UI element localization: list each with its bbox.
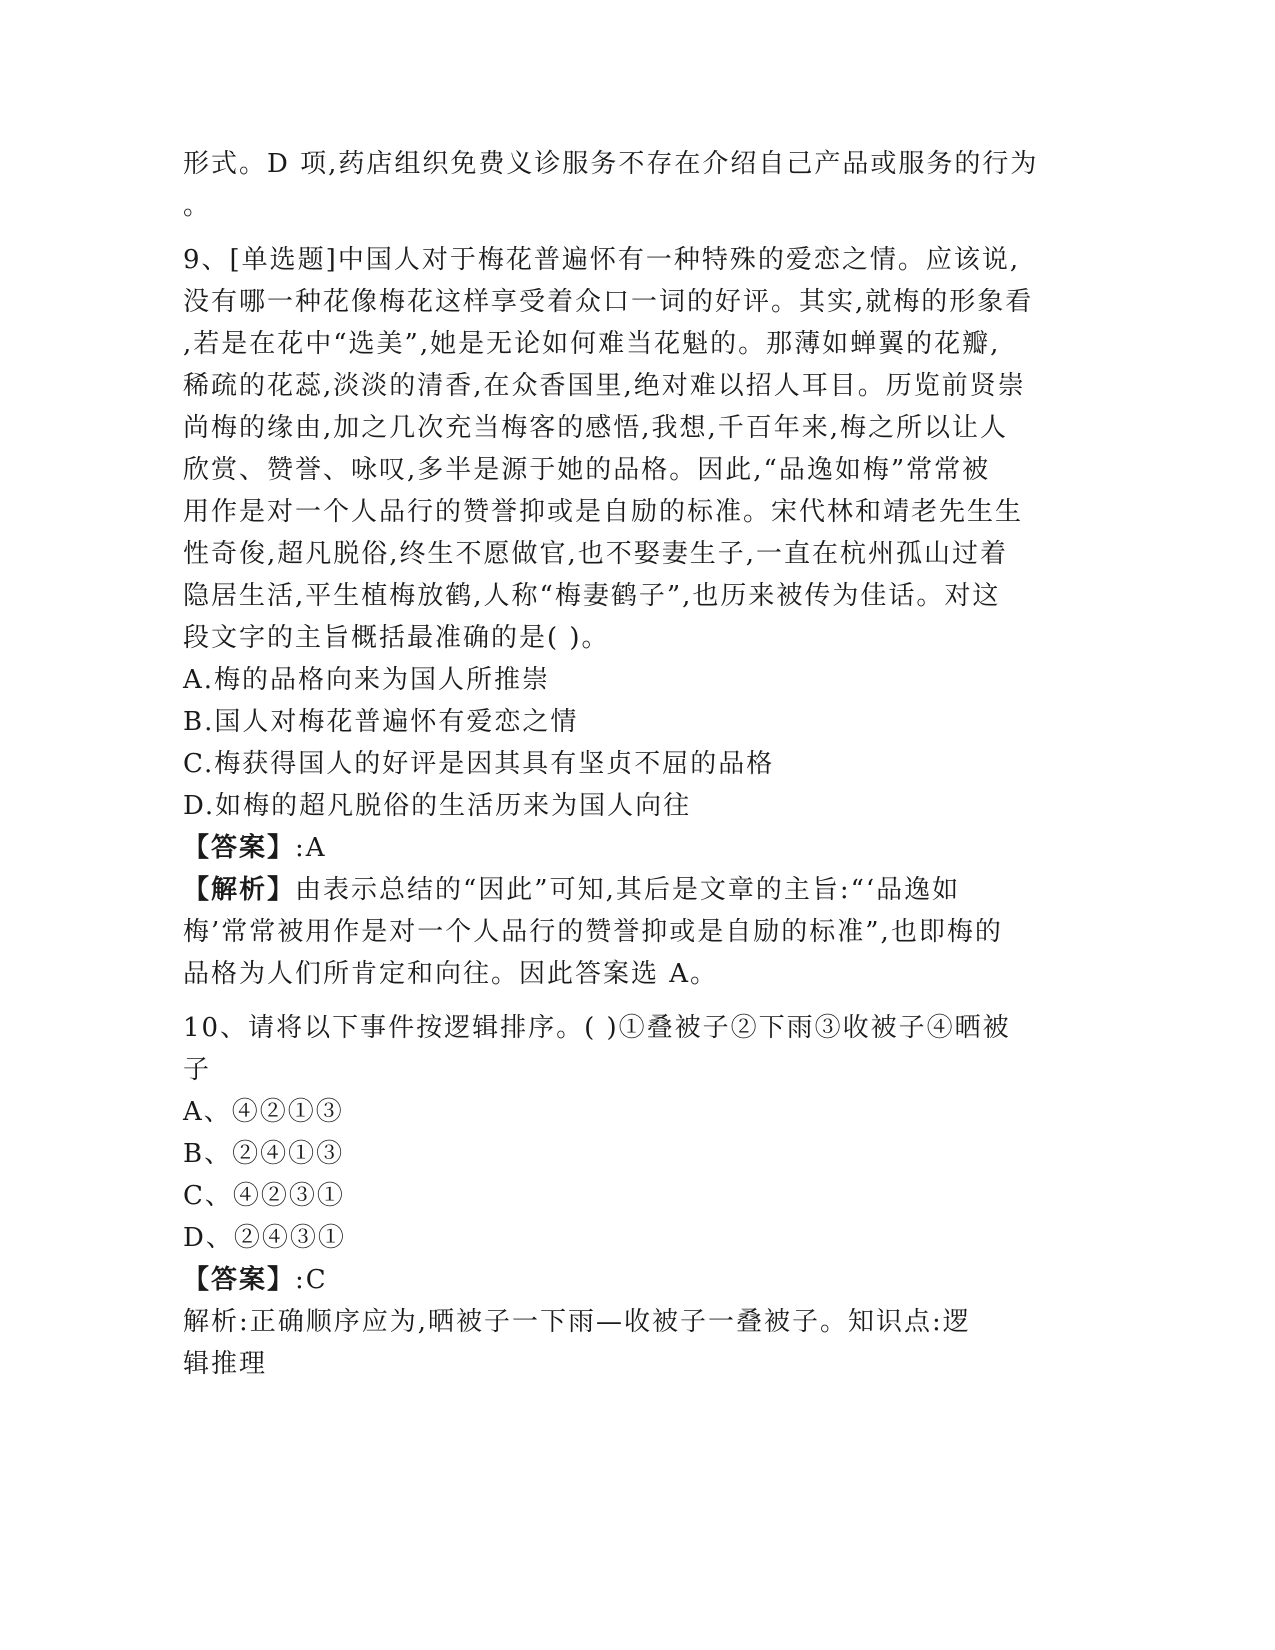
q9-stem-line: 用作是对一个人品行的赞誉抑或是自励的标准。宋代林和靖老先生生 [183,497,1024,527]
q9-answer [183,827,1083,869]
q8-analysis-line-1: 形式。D 项,药店组织免费义诊服务不存在介绍自己产品或服务的行为 [183,149,1039,179]
question-10 [183,1007,1083,1385]
q10-option-a: A、④②①③ [183,1097,344,1127]
q9-stem-line: 欣赏、赞誉、咏叹,多半是源于她的品格。因此,“品逸如梅”常常被 [183,455,991,485]
q9-analysis-line: 梅’常常被用作是对一个人品行的赞誉抑或是自励的标准”,也即梅的 [183,917,1003,947]
q9-option-b: B.国人对梅花普遍怀有爱恋之情 [183,707,579,737]
q10-analysis-line: 辑推理 [183,1349,268,1379]
q10-analysis-line: 解析:正确顺序应为,晒被子一下雨—收被子一叠被子。知识点:逻 [183,1307,971,1337]
q9-stem-line: 9、[单选题]中国人对于梅花普遍怀有一种特殊的爱恋之情。应该说, [183,245,1021,275]
q9-stem-line: 稀疏的花蕊,淡淡的清香,在众香国里,绝对难以招人耳目。历览前贤崇 [183,371,1026,401]
q9-stem-line: 段文字的主旨概括最准确的是( )。 [183,623,610,653]
q9-stem-line: 没有哪一种花像梅花这样享受着众口一词的好评。其实,就梅的形象看 [183,287,1034,317]
q10-answer [183,1259,1083,1301]
q9-stem-line: ,若是在花中“选美”,她是无论如何难当花魁的。那薄如蝉翼的花瓣, [183,329,1001,359]
q9-analysis-line: 品格为人们所肯定和向往。因此答案选 A。 [183,959,719,989]
q10-option-b: B、②④①③ [183,1139,345,1169]
q9-analysis-label: 【解析】 [183,875,296,905]
q9-answer-label: 【答案】 [183,833,296,863]
question-9 [183,239,1083,995]
q10-answer-value: :C [295,1265,328,1295]
q8-analysis-line-2: 。 [183,191,212,221]
q10-answer-label: 【答案】 [183,1265,296,1295]
q10-option-c: C、④②③① [183,1181,345,1211]
q10-option-d: D、②④③① [183,1223,346,1253]
q9-option-d: D.如梅的超凡脱俗的生活历来为国人向往 [183,791,692,821]
q9-option-a: A.梅的品格向来为国人所推崇 [183,665,551,695]
q9-analysis-text: 由表示总结的“因此”可知,其后是文章的主旨:“‘品逸如 [295,875,961,905]
q9-stem-line: 性奇俊,超凡脱俗,终生不愿做官,也不娶妻生子,一直在杭州孤山过着 [183,539,1009,569]
q10-stem-line: 10、请将以下事件按逻辑排序。( )①叠被子②下雨③收被子④晒被 [183,1013,1011,1043]
q9-answer-value: :A [295,833,327,863]
q9-stem-line: 尚梅的缘由,加之几次充当梅客的感悟,我想,千百年来,梅之所以让人 [183,413,1009,443]
document-page [183,143,1083,1385]
q9-option-c: C.梅获得国人的好评是因其具有坚贞不屈的品格 [183,749,775,779]
q9-stem-line: 隐居生活,平生植梅放鹤,人称“梅妻鹤子”,也历来被传为佳话。对这 [183,581,1001,611]
q10-stem-line: 子 [183,1055,212,1085]
q9-analysis-line [183,869,1083,911]
